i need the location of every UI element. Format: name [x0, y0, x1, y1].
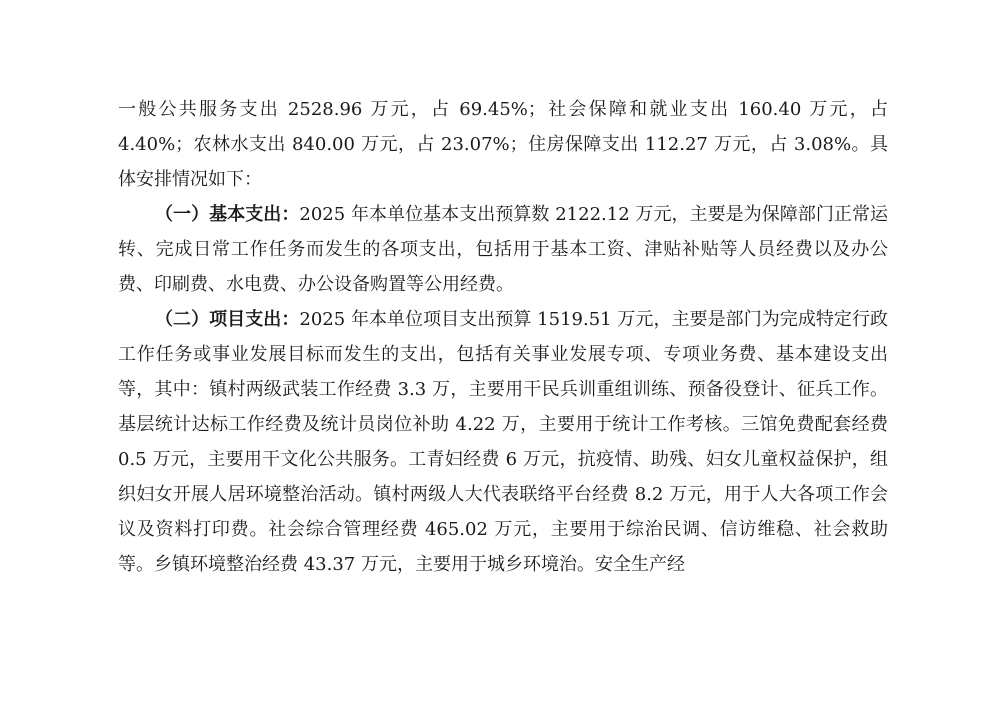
paragraph-text: 2025 年本单位项目支出预算 1519.51 万元，主要是部门为完成特定行政工作任务或事业发展目标而发生的支出，包括有关事业发展专项、专项业务费、基本建设支出等，其中：镇村两级武装工作经费 3.3 万，主要用干民兵训重组训练、预备役登计、征兵工作。基层统计达标工作经费及统计员岗位补助 4.22 万，主要用于统计工作考核。三馆免费配套经费 0.5 万元，主要用干文化公共服务。工青妇经费 6 万元，抗疫情、助残、妇女儿童权益保护，组织妇女开展人居环境整治活动。镇村两级人大代表联络平台经费 8.2 万元，用于人大各项工作会议及资料打印费。社会综合管理经费 465.02 万元，主要用于综治民调、信访维稳、社会救助等。乡镇环境整治经费 43.37 万元，主要用于城乡环境治。安全生产经 — [118, 309, 889, 575]
paragraph-text: 一般公共服务支出 2528.96 万元，占 69.45%；社会保障和就业支出 160.40 万元，占 4.40%；农林水支出 840.00 万元，占 23.07%；住房保障支出 112.27 万元，占 3.08%。具体安排情况如下： — [118, 99, 888, 190]
body-text — [118, 92, 888, 582]
paragraph-lead: （二）项目支出： — [155, 309, 300, 330]
paragraph-text: 2025 年本单位基本支出预算数 2122.12 万元，主要是为保障部门正常运转、完成日常工作任务而发生的各项支出，包括用于基本工资、津贴补贴等人员经费以及办公费、印刷费、水电费、办公设备购置等公用经费。 — [118, 204, 889, 295]
paragraph-expenditure-breakdown — [118, 92, 888, 197]
paragraph-lead: （一）基本支出： — [155, 204, 300, 225]
paragraph-basic-expenditure — [118, 197, 888, 302]
paragraph-project-expenditure — [118, 302, 888, 582]
